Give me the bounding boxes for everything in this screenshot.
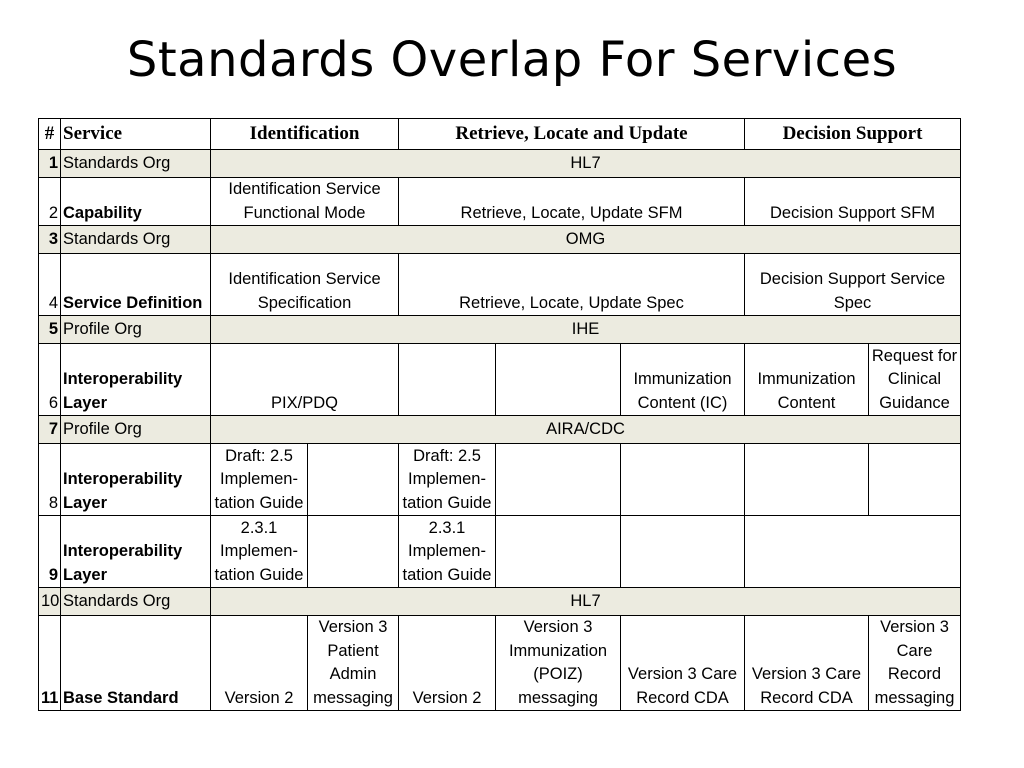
row-number: 5 xyxy=(39,316,61,344)
header-retrieve: Retrieve, Locate and Update xyxy=(399,119,745,150)
table-row xyxy=(39,226,961,254)
row-value: IHE xyxy=(211,316,961,344)
cell-v3-patient-admin: Version 3 Patient Admin messaging xyxy=(308,616,399,711)
row-number: 3 xyxy=(39,226,61,254)
row-label: Base Standard xyxy=(61,616,211,711)
row-number: 9 xyxy=(39,516,61,588)
cell-version2-a: Version 2 xyxy=(211,616,308,711)
row-label: Interoperability Layer xyxy=(61,344,211,416)
cell-empty xyxy=(399,344,496,416)
cell-imm-content: Immunization Content xyxy=(745,344,869,416)
row-label: Standards Org xyxy=(61,150,211,178)
header-num: # xyxy=(39,119,61,150)
cell-empty xyxy=(496,516,621,588)
cell-empty xyxy=(621,516,745,588)
cell-empty xyxy=(496,444,621,516)
cell-version2-b: Version 2 xyxy=(399,616,496,711)
cell-pix: PIX/PDQ xyxy=(211,344,399,416)
table-row xyxy=(39,416,961,444)
row-label: Service Definition xyxy=(61,254,211,316)
cell-request: Request for Clinical Guidance xyxy=(869,344,961,416)
row-label: Profile Org xyxy=(61,316,211,344)
cell-guide-b: 2.3.1 Implemen-tation Guide xyxy=(399,516,496,588)
cell-v3-immunization: Version 3 Immunization (POIZ) messaging xyxy=(496,616,621,711)
cell-identification: Identification Service Functional Mode xyxy=(211,178,399,226)
row-number: 6 xyxy=(39,344,61,416)
row-value: OMG xyxy=(211,226,961,254)
table-row xyxy=(39,444,961,516)
cell-empty xyxy=(496,344,621,416)
table-row xyxy=(39,344,961,416)
table-row xyxy=(39,516,961,588)
cell-decision: Decision Support Service Spec xyxy=(745,254,961,316)
cell-guide-a: 2.3.1 Implemen-tation Guide xyxy=(211,516,308,588)
row-number: 4 xyxy=(39,254,61,316)
header-service: Service xyxy=(61,119,211,150)
row-number: 10 xyxy=(39,588,61,616)
cell-draft-b: Draft: 2.5 Implemen-tation Guide xyxy=(399,444,496,516)
cell-identification: Identification Service Specification xyxy=(211,254,399,316)
header-decision: Decision Support xyxy=(745,119,961,150)
header-row xyxy=(39,119,961,150)
header-identification: Identification xyxy=(211,119,399,150)
cell-retrieve: Retrieve, Locate, Update SFM xyxy=(399,178,745,226)
row-label: Capability xyxy=(61,178,211,226)
row-number: 2 xyxy=(39,178,61,226)
table-row xyxy=(39,588,961,616)
table-row xyxy=(39,150,961,178)
row-label: Interoperability Layer xyxy=(61,444,211,516)
slide-title: Standards Overlap For Services xyxy=(126,32,898,88)
cell-v3-cda-b: Version 3 Care Record CDA xyxy=(745,616,869,711)
row-number: 7 xyxy=(39,416,61,444)
cell-decision: Decision Support SFM xyxy=(745,178,961,226)
row-label: Profile Org xyxy=(61,416,211,444)
cell-retrieve: Retrieve, Locate, Update Spec xyxy=(399,254,745,316)
cell-draft-a: Draft: 2.5 Implemen-tation Guide xyxy=(211,444,308,516)
table-row xyxy=(39,316,961,344)
cell-v3-care-messaging: Version 3 Care Record messaging xyxy=(869,616,961,711)
row-number: 1 xyxy=(39,150,61,178)
cell-empty xyxy=(869,444,961,516)
standards-table xyxy=(38,118,961,711)
cell-empty xyxy=(308,516,399,588)
row-number: 11 xyxy=(39,616,61,711)
table-row xyxy=(39,254,961,316)
table-row xyxy=(39,178,961,226)
row-label: Interoperability Layer xyxy=(61,516,211,588)
cell-empty xyxy=(621,444,745,516)
row-number: 8 xyxy=(39,444,61,516)
cell-v3-cda-a: Version 3 Care Record CDA xyxy=(621,616,745,711)
row-value: AIRA/CDC xyxy=(211,416,961,444)
row-label: Standards Org xyxy=(61,226,211,254)
cell-empty xyxy=(308,444,399,516)
cell-empty xyxy=(745,444,869,516)
row-value: HL7 xyxy=(211,588,961,616)
cell-empty xyxy=(745,516,961,588)
row-value: HL7 xyxy=(211,150,961,178)
row-label: Standards Org xyxy=(61,588,211,616)
cell-imm-content-ic: Immunization Content (IC) xyxy=(621,344,745,416)
table-row xyxy=(39,616,961,711)
